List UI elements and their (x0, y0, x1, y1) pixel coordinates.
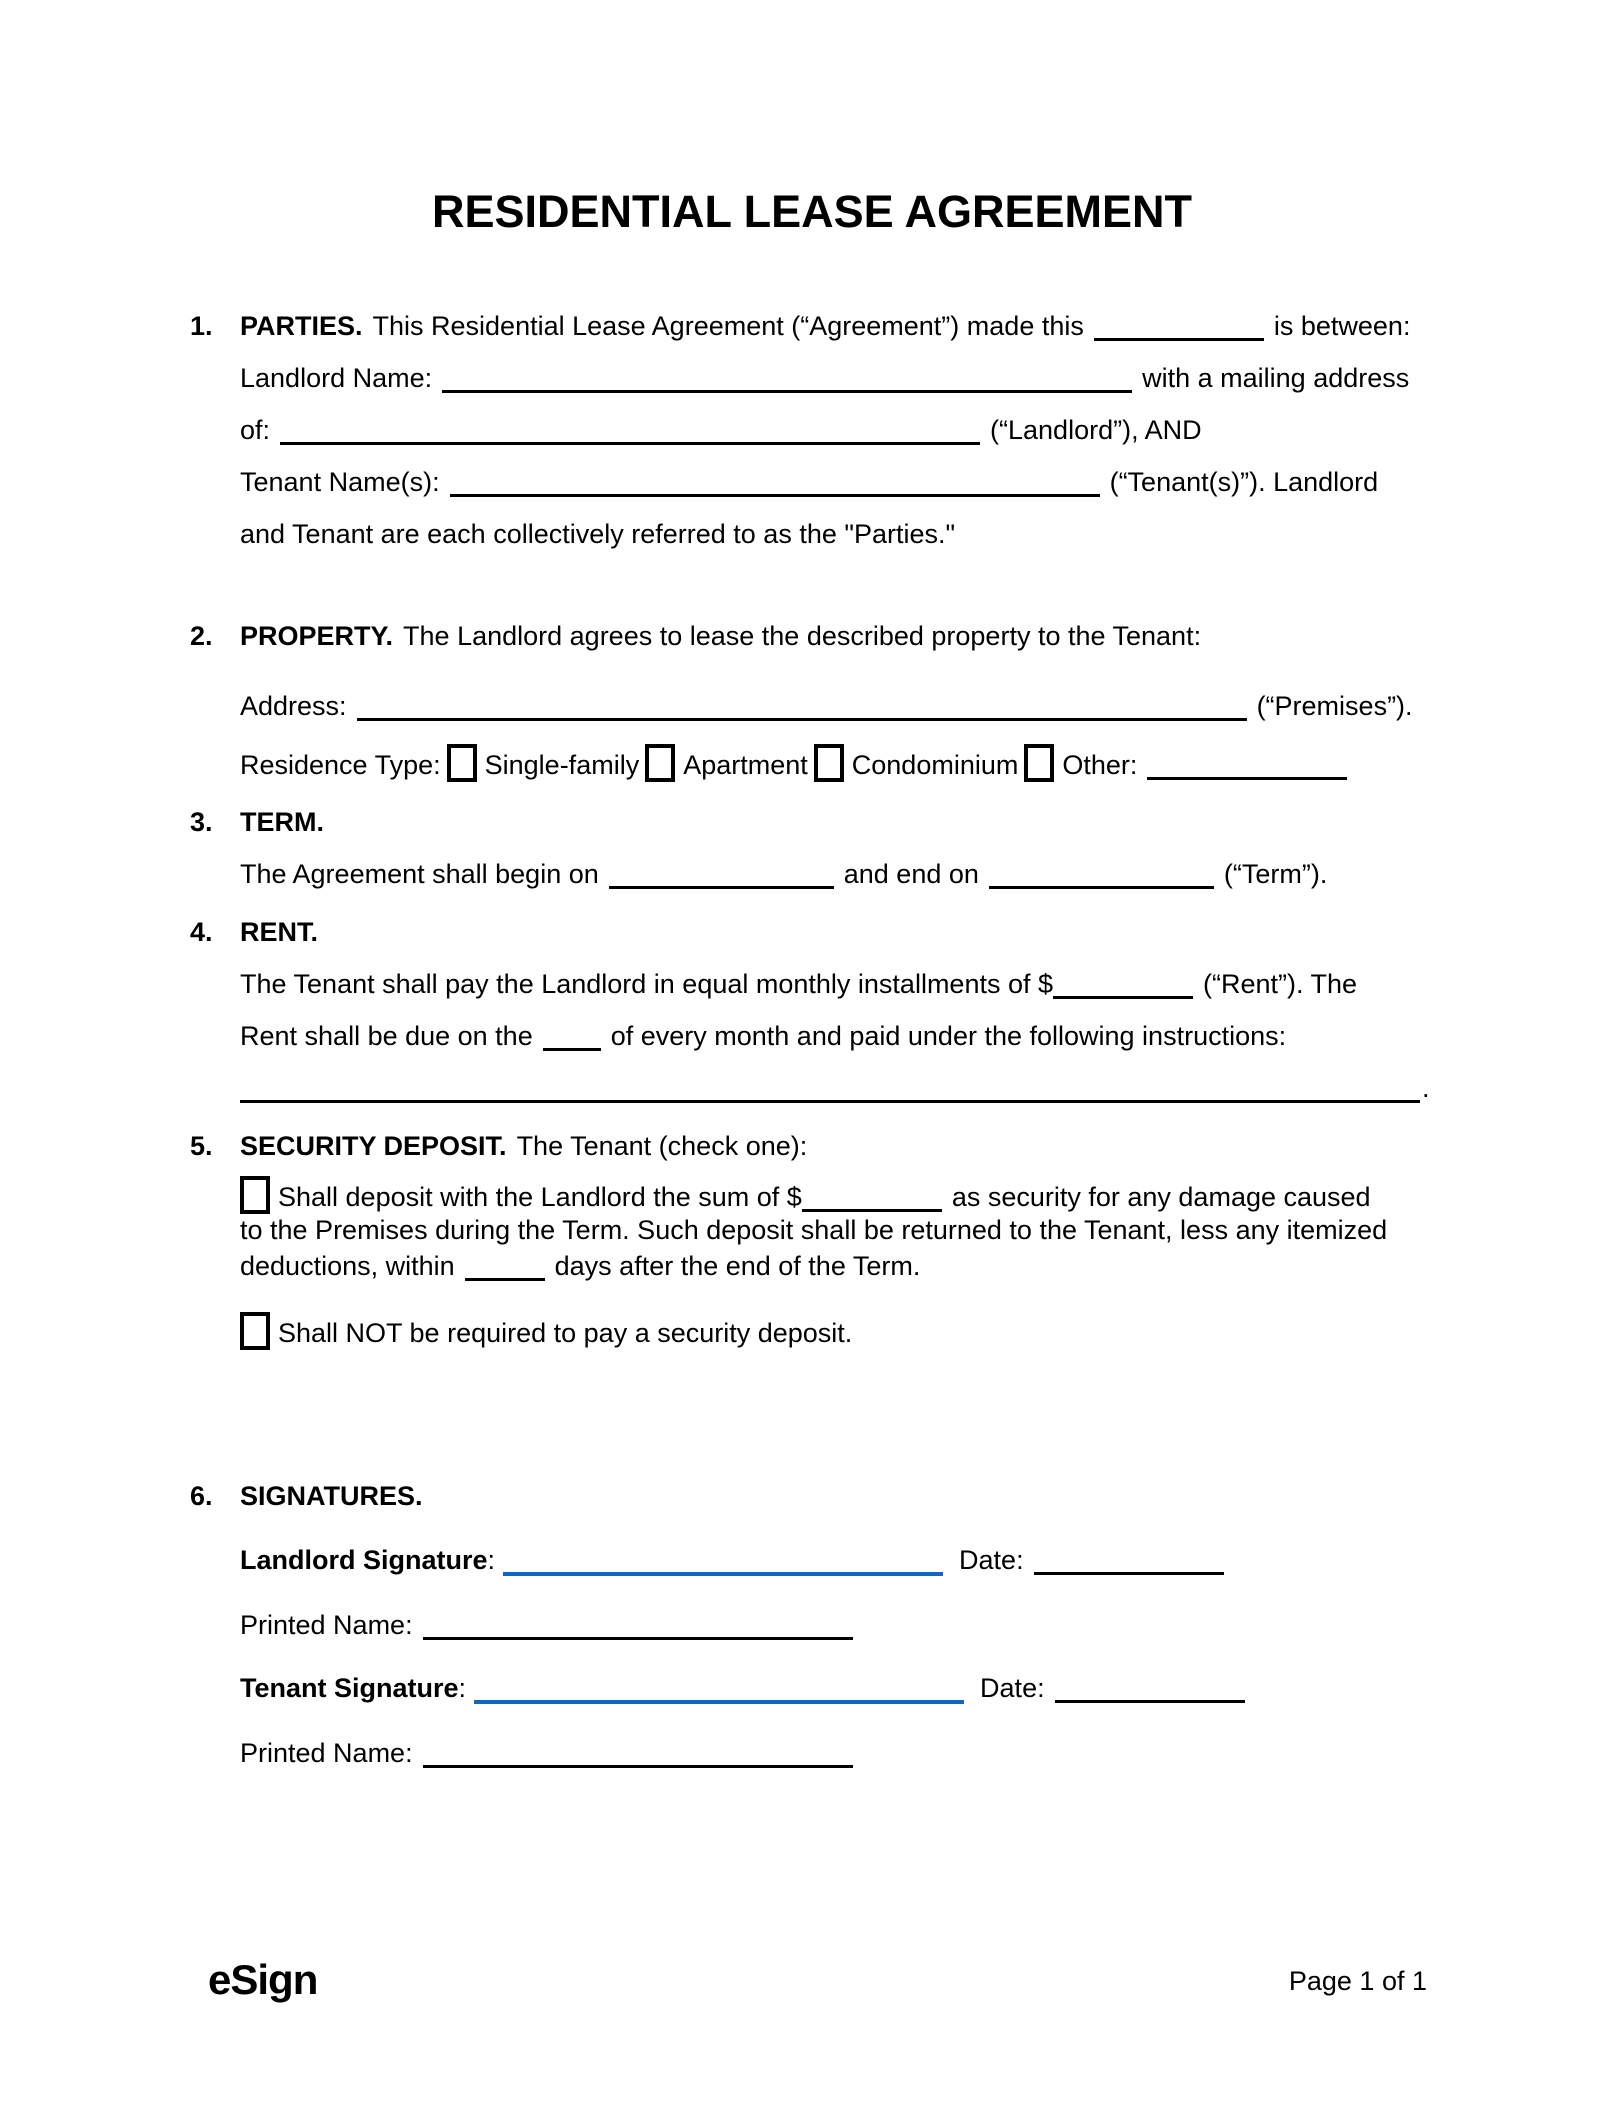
tenant-signature-label: Tenant Signature (240, 1673, 459, 1703)
list-number: 6. (190, 1481, 213, 1511)
rent-due-day-field[interactable] (543, 1048, 601, 1051)
landlord-name-line (240, 358, 1409, 398)
label-colon: : (458, 1673, 467, 1703)
landlord-signature-line (240, 1540, 1234, 1580)
page-indicator: Page 1 of 1 (1288, 1966, 1427, 1996)
residence-type-label: Residence Type: (240, 750, 441, 780)
security-heading-line (190, 1126, 807, 1166)
payment-instructions-line (240, 1068, 1430, 1108)
residence-option-condominium: Condominium (851, 750, 1019, 780)
parties-closing-text: and Tenant are each collectively referred to as the "Parties." (240, 519, 956, 549)
premises-address-label: Address: (240, 691, 347, 721)
landlord-name-label: Landlord Name: (240, 363, 433, 393)
parties-closing-line (240, 514, 955, 554)
parties-intro-text: This Residential Lease Agreement (“Agreement”) made this (372, 311, 1084, 341)
deposit-option-line-3 (240, 1248, 920, 1284)
tenant-names-tail: (“Tenant(s)”). Landlord (1109, 467, 1379, 497)
signatures-heading-line (190, 1476, 433, 1516)
term-tail-text: (“Term”). (1223, 859, 1328, 889)
property-intro-text: The Landlord agrees to lease the described property to the Tenant: (403, 621, 1202, 651)
checkbox-other[interactable] (1024, 744, 1054, 782)
no-deposit-option-line (240, 1312, 852, 1351)
tenant-signature-field[interactable] (474, 1700, 964, 1704)
term-heading-line (190, 802, 334, 842)
residence-option-other-label: Other: (1062, 750, 1138, 780)
parties-heading-line (190, 306, 1410, 346)
deposit-option-text-2: as security for any damage caused (951, 1182, 1371, 1212)
section-heading-term: TERM. (240, 807, 324, 837)
rent-due-text: Rent shall be due on the (240, 1021, 533, 1051)
deposit-option-line-2 (240, 1212, 1387, 1248)
landlord-signature-date-field[interactable] (1034, 1572, 1224, 1575)
term-mid-text: and end on (843, 859, 979, 889)
esign-logo: eSign (208, 1956, 318, 2003)
section-heading-signatures: SIGNATURES. (240, 1481, 423, 1511)
premises-address-field[interactable] (357, 718, 1247, 721)
section-heading-security-deposit: SECURITY DEPOSIT. (240, 1131, 507, 1161)
label-colon: : (487, 1545, 496, 1575)
premises-address-line (240, 686, 1413, 726)
list-number: 2. (190, 621, 213, 651)
landlord-signature-label: Landlord Signature (240, 1545, 488, 1575)
list-number: 4. (190, 917, 213, 947)
tenant-signature-line (240, 1668, 1255, 1708)
list-number: 3. (190, 807, 213, 837)
landlord-address-label: of: (240, 415, 271, 445)
checkbox-apartment[interactable] (645, 744, 675, 782)
term-start-date-field[interactable] (609, 886, 834, 889)
document-title: RESIDENTIAL LEASE AGREEMENT (431, 186, 1193, 237)
residence-option-apartment: Apartment (683, 750, 808, 780)
term-start-text: The Agreement shall begin on (240, 859, 599, 889)
parties-intro-tail: is between: (1273, 311, 1411, 341)
landlord-date-label: Date: (959, 1545, 1024, 1575)
agreement-date-field[interactable] (1094, 338, 1264, 341)
term-body-line (240, 854, 1327, 894)
landlord-name-field[interactable] (442, 390, 1132, 393)
deposit-option-text-5: days after the end of the Term. (554, 1251, 921, 1281)
other-residence-field[interactable] (1147, 777, 1347, 780)
deposit-option-text-4: deductions, within (240, 1251, 455, 1281)
landlord-printed-name-label: Printed Name: (240, 1610, 413, 1640)
tenant-printed-name-label: Printed Name: (240, 1738, 413, 1768)
section-heading-property: PROPERTY. (240, 621, 394, 651)
list-number: 5. (190, 1131, 213, 1161)
rent-amount-field[interactable] (1053, 996, 1193, 999)
tenant-date-label: Date: (980, 1673, 1045, 1703)
rent-amount-text: The Tenant shall pay the Landlord in equal monthly installments of $ (240, 969, 1054, 999)
security-intro-text: The Tenant (check one): (516, 1131, 808, 1161)
rent-amount-tail: (“Rent”). The (1203, 969, 1358, 999)
deposit-option-text-3: to the Premises during the Term. Such deposit shall be returned to the Tenant, less any itemized (240, 1215, 1388, 1245)
residence-type-line (240, 744, 1357, 785)
payment-instructions-field[interactable] (240, 1100, 1420, 1103)
checkbox-condominium[interactable] (814, 744, 844, 782)
landlord-printed-name-line (240, 1605, 863, 1645)
rent-due-line (240, 1016, 1286, 1056)
landlord-printed-name-field[interactable] (423, 1637, 853, 1640)
payment-instructions-period: . (1422, 1073, 1430, 1103)
rent-heading-line (190, 912, 328, 952)
premises-address-tail: (“Premises”). (1256, 691, 1413, 721)
section-heading-rent: RENT. (240, 917, 319, 947)
landlord-name-tail: with a mailing address (1142, 363, 1410, 393)
tenant-signature-date-field[interactable] (1055, 1700, 1245, 1703)
residence-option-single-family: Single-family (484, 750, 640, 780)
tenant-names-label: Tenant Name(s): (240, 467, 440, 497)
tenant-names-line (240, 462, 1378, 502)
deposit-option-text-1: Shall deposit with the Landlord the sum of $ (278, 1182, 802, 1212)
term-end-date-field[interactable] (989, 886, 1214, 889)
list-number: 1. (190, 311, 213, 341)
property-heading-line (190, 616, 1201, 656)
deposit-return-days-field[interactable] (465, 1278, 545, 1281)
tenant-printed-name-field[interactable] (423, 1765, 853, 1768)
landlord-address-line (240, 410, 1202, 450)
checkbox-single-family[interactable] (447, 744, 477, 782)
rent-amount-line (240, 964, 1357, 1004)
landlord-address-tail: (“Landlord”), AND (990, 415, 1202, 445)
rent-due-tail: of every month and paid under the following instructions: (610, 1021, 1287, 1051)
section-heading-parties: PARTIES. (240, 311, 363, 341)
tenant-names-field[interactable] (450, 494, 1100, 497)
no-deposit-option-text: Shall NOT be required to pay a security deposit. (278, 1318, 853, 1348)
landlord-address-field[interactable] (280, 442, 980, 445)
checkbox-no-deposit[interactable] (240, 1312, 270, 1350)
checkbox-deposit-required[interactable] (240, 1176, 270, 1214)
landlord-signature-field[interactable] (503, 1572, 943, 1576)
deposit-option-line-1 (240, 1176, 1371, 1215)
tenant-printed-name-line (240, 1733, 863, 1773)
